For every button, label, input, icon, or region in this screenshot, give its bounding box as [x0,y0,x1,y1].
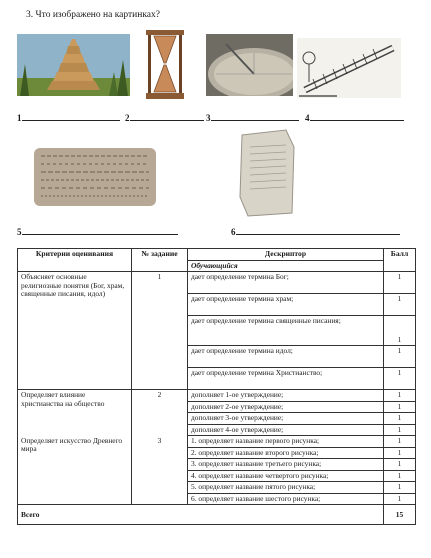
cuneiform-tablet-image [31,144,159,210]
score-cell: 1 [384,413,416,425]
score-cell: 1 [384,346,416,368]
descriptor-cell: 6. определяет название шестого рисунка; [188,493,384,505]
archimedes-screw-image [297,38,401,98]
score-header: Балл [384,249,416,272]
score-cell: 1 [384,493,416,505]
water-clock-image [140,27,190,102]
descriptor-cell: дает определение термина идол; [188,346,384,368]
score-cell: 1 [384,294,416,316]
task-num-header: № задание [132,249,188,272]
criterion-cell: Определяет искусство Древнего мира [18,436,132,505]
answer-blank-2[interactable]: 2 [125,112,204,123]
task-number-cell: 3 [132,436,188,505]
tower-of-babel-image [17,34,130,96]
score-cell: 1 [384,424,416,436]
answer-blank-6[interactable]: 6 [231,226,400,237]
descriptor-cell: 1. определяет название первого рисунка; [188,436,384,448]
score-cell: 1 [384,272,416,294]
descriptor-cell: 5. определяет название пятого рисунка; [188,482,384,494]
criterion-cell: Определяет влияние христианства на общество [18,390,132,436]
answer-blank-1[interactable]: 1 [17,112,120,123]
total-value: 15 [384,505,416,525]
descriptor-cell: дополняет 2-ое утверждение; [188,401,384,413]
descriptor-cell: дает определение термина храм; [188,294,384,316]
total-label: Всего [18,505,384,525]
descriptor-cell: дополняет 4-ое утверждение; [188,424,384,436]
descriptor-subheader: Обучающийся [188,260,384,272]
question-text: 3. Что изображено на картинках? [26,10,160,20]
score-cell: 1 [384,470,416,482]
criteria-header: Критерии оценивания [18,249,132,272]
score-cell: 1 [384,482,416,494]
score-cell: 1 [384,368,416,390]
task-number-cell: 2 [132,390,188,436]
descriptor-cell: дополняет 3-ое утверждение; [188,413,384,425]
score-cell: 1 [384,436,416,448]
descriptor-cell: 3. определяет название третьего рисунка; [188,459,384,471]
criterion-cell: Объясняет основные религиозные понятия (Бог, храм, священные писания, идол) [18,272,132,390]
descriptor-cell: 4. определяет название четвертого рисунка; [188,470,384,482]
answer-blank-5[interactable]: 5 [17,226,178,237]
score-cell: 1 [384,390,416,402]
descriptor-cell: дает определение термина Бог; [188,272,384,294]
descriptor-cell: дает определение термина Христианство; [188,368,384,390]
score-cell: 1 [384,401,416,413]
score-cell: 1 [384,316,416,346]
sundial-image [206,34,293,96]
score-cell: 1 [384,447,416,459]
descriptor-cell: 2. определяет название второго рисунка; [188,447,384,459]
answer-blank-4[interactable]: 4 [305,112,404,123]
descriptor-cell: дает определение термина священные писания; [188,316,384,346]
clay-tablet-image [236,127,298,219]
descriptor-cell: дополняет 1-ое утверждение; [188,390,384,402]
task-number-cell: 1 [132,272,188,390]
answer-blank-3[interactable]: 3 [206,112,299,123]
descriptor-header: Дескриптор [188,249,384,261]
assessment-table [17,248,416,525]
score-cell: 1 [384,459,416,471]
